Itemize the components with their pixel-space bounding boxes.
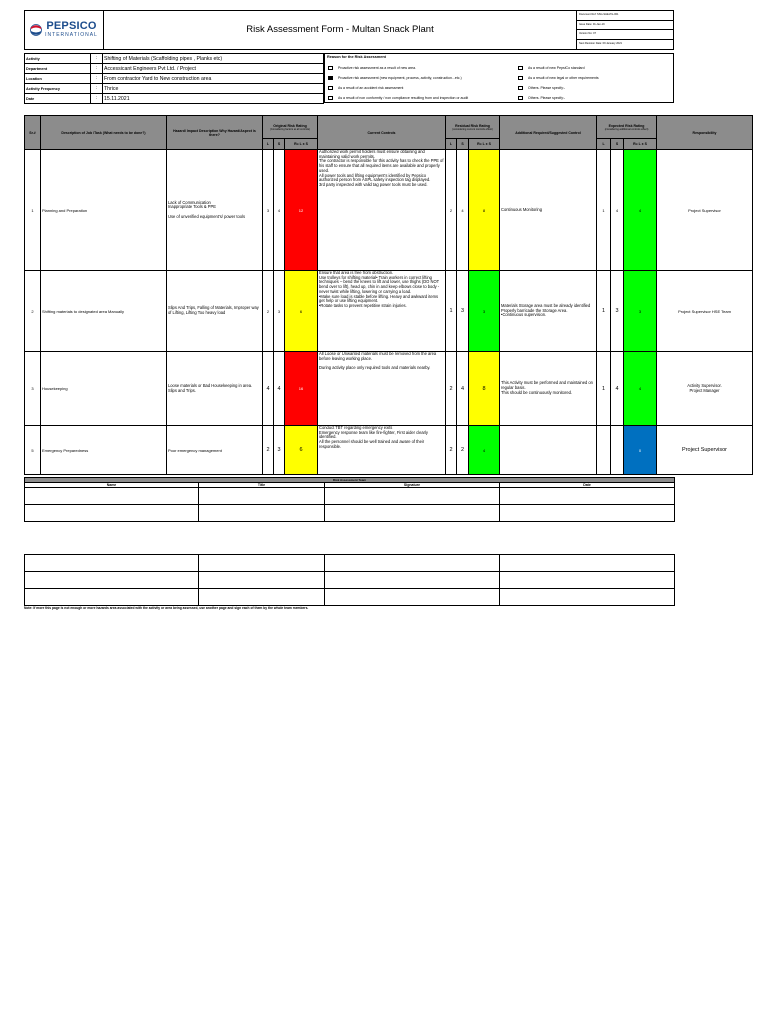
reason-label: Proactive risk assessment (new equipment, process, activity, construction...etc.) (338, 76, 462, 80)
reason-label: As a result of new legal or other requirements (528, 76, 599, 80)
cell-original-s: 4 (274, 150, 285, 271)
cell-expected-r: 3 (624, 271, 657, 352)
cell-description: Emergency Preparedness (41, 426, 167, 475)
signoff-cell[interactable] (325, 555, 500, 572)
info-label: Activity Frequency (25, 84, 91, 94)
cell-responsibility: Project Supervisor (657, 150, 753, 271)
info-label: Location (25, 74, 91, 84)
checkbox[interactable] (328, 76, 333, 80)
header-s: S (274, 139, 285, 150)
cell-expected-s: 4 (611, 150, 624, 271)
info-value[interactable]: Accessicant Engineers Pvt Ltd. / Project (103, 64, 324, 74)
header-original-sub: (Considering factors at all controls) (269, 127, 311, 131)
meta-doc-ref: Document Ref: SSG-SHE-PG-001 (577, 11, 673, 21)
cell-original-l: 2 (263, 426, 274, 475)
table-row (25, 271, 753, 352)
team-title-cell[interactable] (199, 505, 325, 522)
cell-responsibility: Project Supervisor HSE Team (657, 271, 753, 352)
table-row (25, 150, 753, 271)
team-col-name: Name (25, 483, 199, 488)
cell-current-controls: Ensure that area is free from obstruction. Use trolleys for shifting material• Train workers in correct lifting techniques – bend the knees to lift and lower, use thighs (DO NOT bend over to lift), head up, chin in and keep elbows close to body - never twist while lifting, lowering or carrying a load. •Make sure load is stable before lifting. Heavy and awkward items get help or use lifting equipment. •Rotate tasks to prevent repetitive strain injuries. (318, 271, 446, 352)
cell-residual-l: 1 (446, 271, 457, 352)
team-name-cell[interactable] (25, 505, 199, 522)
info-row-activity (25, 54, 324, 64)
cell-expected-l: 1 (597, 352, 611, 426)
header-hazard: Hazard/ Impact Description Why Hazard/Aspect is there? (167, 116, 263, 150)
assessment-team (24, 477, 675, 522)
info-row-department (25, 64, 324, 74)
info-colon: : (91, 84, 103, 94)
signoff-cell[interactable] (25, 555, 199, 572)
header-original-title: Original Risk Rating (273, 123, 307, 128)
cell-hazard: Poor emergency management (167, 426, 263, 475)
cell-residual-s: 4 (457, 352, 469, 426)
cell-residual-s: 3 (457, 271, 469, 352)
info-row-date (25, 94, 324, 104)
document-meta (577, 11, 674, 50)
cell-description: Shifting materials to designated area Manually (41, 271, 167, 352)
info-colon: : (91, 74, 103, 84)
reason-option[interactable] (328, 66, 416, 70)
reasons-title: Reason for the Risk Assessment (327, 55, 386, 59)
team-name-cell[interactable] (25, 488, 199, 505)
info-label: Date (25, 94, 91, 104)
cell-expected-l (597, 426, 611, 475)
meta-revision-date: Next Revision Date: 09 January 2021 (579, 42, 622, 46)
cell-residual-l: 2 (446, 352, 457, 426)
footer-note: Note: If more this page is not enough or more hazards area associated with the activity or area being assessed, use another page and sign each of them by the whole team members. (24, 606, 309, 610)
page-title: Risk Assessment Form - Multan Snack Plant (104, 11, 577, 50)
reason-option[interactable] (518, 86, 565, 90)
reason-option[interactable] (518, 66, 585, 70)
signoff-cell[interactable] (199, 555, 325, 572)
cell-description: Planning and Preparation (41, 150, 167, 271)
header-r: R= L x S (624, 139, 657, 150)
reason-label: Others. Please specify:- (528, 96, 566, 100)
info-colon: : (91, 94, 103, 104)
cell-sr: 3 (25, 352, 41, 426)
reason-label: Proactive risk assessment as a result of new area. (338, 66, 417, 70)
team-title-cell[interactable] (199, 488, 325, 505)
team-date-cell[interactable] (500, 488, 675, 505)
header-sr: Sr.# (25, 116, 41, 150)
logo-wordmark: PEPSICO (46, 20, 97, 33)
info-value[interactable]: 15.11.2021 (103, 94, 324, 104)
cell-residual-s: 2 (457, 426, 469, 475)
header-l: L (263, 139, 274, 150)
cell-description: Housekeeping (41, 352, 167, 426)
cell-hazard: Slips And Trips, Falling of Materials, Improper way of Lifting, Lifting Too heavy load (167, 271, 263, 352)
header-residual-rating (446, 116, 500, 139)
reason-option[interactable] (328, 96, 468, 100)
checkbox[interactable] (328, 86, 333, 90)
cell-sr: 2 (25, 271, 41, 352)
info-colon: : (91, 64, 103, 74)
form-header (24, 10, 674, 50)
cell-sr: 5 (25, 426, 41, 475)
reason-option[interactable] (328, 76, 462, 80)
team-col-title: Title (199, 483, 325, 488)
cell-additional-controls: Continuous Monitoring (500, 150, 597, 271)
signoff-cell[interactable] (199, 589, 325, 606)
info-row-frequency (25, 84, 324, 94)
header-l: L (446, 139, 457, 150)
table-row (25, 426, 753, 475)
team-signature-cell[interactable] (325, 488, 500, 505)
header-s: S (457, 139, 469, 150)
assessment-reasons (324, 53, 674, 103)
header-expected-rating (597, 116, 657, 139)
cell-expected-s: 4 (611, 352, 624, 426)
cell-additional-controls: This Activity must be performed and maintained on regular basis. This should be continuously monitored. (500, 352, 597, 426)
signoff-cell[interactable] (500, 572, 675, 589)
reason-option[interactable] (328, 86, 403, 90)
checkbox[interactable] (518, 76, 523, 80)
table-row (25, 352, 753, 426)
reason-label: As a result of an accident risk assessment (338, 86, 404, 90)
cell-original-l: 4 (263, 352, 274, 426)
info-row-location (25, 74, 324, 84)
meta-version: Version No: 07 (577, 30, 673, 40)
reason-option[interactable] (518, 96, 565, 100)
team-col-date: Date (500, 483, 675, 488)
header-r: R= L x S (285, 139, 318, 150)
meta-issue-date: Issue Date: 01-Jan-19 (577, 21, 673, 31)
info-label: Department (25, 64, 91, 74)
cell-original-r: 12 (285, 150, 318, 271)
cell-original-l: 2 (263, 271, 274, 352)
header-residual-sub: (considering current controls effect) (452, 127, 493, 131)
checkbox[interactable] (328, 96, 333, 100)
header-description: Description of Job /Task (What needs to be done?) (41, 116, 167, 150)
logo-cell (25, 11, 104, 50)
checkbox[interactable] (518, 96, 523, 100)
signoff-cell[interactable] (500, 589, 675, 606)
cell-expected-s: 3 (611, 271, 624, 352)
team-row (25, 505, 675, 522)
info-label: Activity (25, 54, 91, 64)
signoff-row (25, 555, 675, 572)
reason-option[interactable] (518, 76, 599, 80)
cell-original-r: 16 (285, 352, 318, 426)
header-expected-title: Expected Risk Rating (608, 123, 645, 128)
cell-expected-l: 1 (597, 271, 611, 352)
info-value[interactable]: Shifting of Materials (Scaffolding pipes , Planks etc) (103, 54, 324, 64)
signoff-cell[interactable] (25, 572, 199, 589)
cell-current-controls: All Loose or Unwanted materials must be removed from the area before leaving working place. During activity place only required tools and materials nearby. (318, 352, 446, 426)
cell-expected-r: 4 (624, 352, 657, 426)
cell-sr: 1 (25, 150, 41, 271)
table-header-row (25, 116, 753, 139)
checkbox[interactable] (328, 66, 333, 70)
header-additional-controls: Additional Required/Suggested Control (500, 116, 597, 150)
header-current-controls: Current Controls (318, 116, 446, 150)
cell-residual-r: 3 (469, 271, 500, 352)
team-title: Risk Assessment Team (25, 478, 675, 483)
team-signature-cell[interactable] (325, 505, 500, 522)
cell-additional-controls: Materials Storage area must be already identified Properly barricade the Storage Area. •Continuous supervision. (500, 271, 597, 352)
header-expected-sub: (considering additional controls effect) (604, 127, 649, 131)
cell-original-s: 4 (274, 352, 285, 426)
cell-residual-l: 2 (446, 426, 457, 475)
reason-label: As a result of non conformity / non compliance resulting from and inspection or audit (338, 96, 469, 100)
signoff-cell[interactable] (325, 572, 500, 589)
team-date-cell[interactable] (500, 505, 675, 522)
activity-info (24, 53, 324, 104)
cell-expected-l: 1 (597, 150, 611, 271)
cell-expected-r: 4 (624, 150, 657, 271)
cell-responsibility: Project Supervisor (657, 426, 753, 475)
cell-original-s: 3 (274, 271, 285, 352)
cell-original-l: 3 (263, 150, 274, 271)
header-responsibility: Responsibility (657, 116, 753, 150)
signoff-cell[interactable] (325, 589, 500, 606)
team-row (25, 488, 675, 505)
logo-subtitle: INTERNATIONAL (45, 32, 98, 39)
signoff-cell[interactable] (500, 555, 675, 572)
header-residual-title: Residual Risk Rating (455, 123, 490, 128)
info-value[interactable]: Thrice (103, 84, 324, 94)
header-original-rating (263, 116, 318, 139)
header-r: R= L x S (469, 139, 500, 150)
cell-hazard: Lack of Communication Inappropriate Tools & PPE Use of unverified equipment's/ power tools (167, 150, 263, 271)
cell-original-r: 6 (285, 426, 318, 475)
info-colon: : (91, 54, 103, 64)
header-s: S (611, 139, 624, 150)
cell-expected-s (611, 426, 624, 475)
signoff-row (25, 589, 675, 606)
info-value[interactable]: From contractor Yard to New construction area (103, 74, 324, 84)
pepsi-globe-icon (30, 24, 42, 36)
cell-current-controls: Conduct TBT regarding emergency exits Emergency response team like fire-fighter, First aider clearly identified. All the personnel should be well trained and aware of their responsible. (318, 426, 446, 475)
checkbox[interactable] (518, 86, 523, 90)
signoff-row (25, 572, 675, 589)
checkbox[interactable] (518, 66, 523, 70)
cell-residual-r: 8 (469, 352, 500, 426)
header-l: L (597, 139, 611, 150)
cell-expected-r: 0 (624, 426, 657, 475)
team-col-signature: Signature (325, 483, 500, 488)
cell-responsibility: Activity Supervisor. Project Manager (657, 352, 753, 426)
signoff-cell[interactable] (199, 572, 325, 589)
cell-residual-l: 2 (446, 150, 457, 271)
signoff-grid (24, 554, 675, 606)
risk-table (24, 115, 753, 475)
cell-original-r: 6 (285, 271, 318, 352)
cell-residual-s: 4 (457, 150, 469, 271)
cell-residual-r: 4 (469, 426, 500, 475)
signoff-cell[interactable] (25, 589, 199, 606)
reason-label: As a result of new PepsiCo standard (528, 66, 585, 70)
cell-original-s: 3 (274, 426, 285, 475)
cell-current-controls: Authorized work permit holders must ensure obtaining and maintaining valid work permits. The contractor is responsible for this activity has to check the PPE of his staff to ensure that all required items are available and properly used. All power tools and lifting equipment's identified by Pepsico authorized person from ASPL safety inspection tag displayed. 3rd party inspected with valid tag power tools must be used. (318, 150, 446, 271)
cell-hazard: Loose materials or Bad Housekeeping in area. Slips and Trips. (167, 352, 263, 426)
reason-label: Others. Please specify:- (528, 86, 566, 90)
cell-residual-r: 8 (469, 150, 500, 271)
cell-additional-controls (500, 426, 597, 475)
